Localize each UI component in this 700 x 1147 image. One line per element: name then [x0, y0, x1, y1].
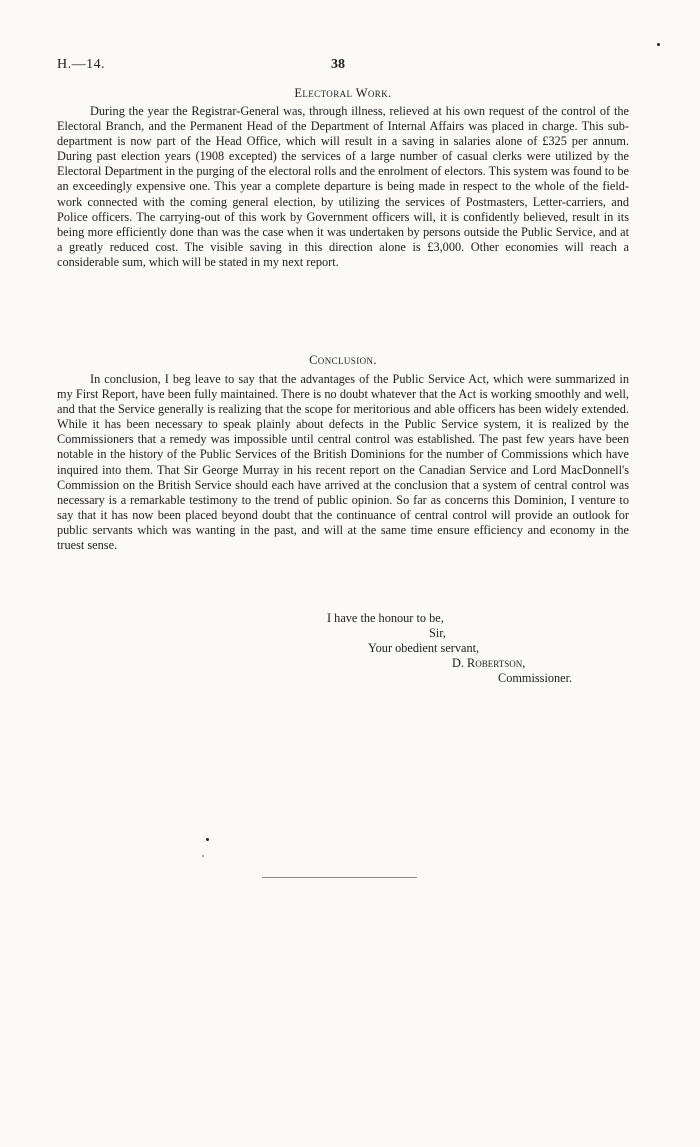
paragraph-electoral-work: During the year the Registrar-General was, through illness, relieved at his own request of the control of the Electoral Branch, and the Permanent Head of the Department of Internal Affairs was placed in charge. This sub-department is now part of the Head Office, which will result in a saving in salaries alone of £325 per annum. During past election years (1908 excepted) the services of a large number of casual clerks were utilized by the Electoral Department in the purging of the electoral rolls and the enrolment of electors. This system was found to be an exceedingly expensive one. This year a complete departure is being made in respect to the whole of the field-work connected with the coming general election, by utilizing the services of Postmasters, Letter-carriers, and Police officers. The carrying-out of this work by Government officers will, it is confidently believed, result in its being more efficiently done than was the case when it was undertaken by persons outside the Public Service, and at a greatly reduced cost. The visible saving in this direction alone is £3,000. Other economies will reach a considerable sum, which will be stated in my next report.: [57, 104, 629, 269]
closing-line: I have the honour to be,: [327, 611, 444, 625]
salutation: Sir,: [429, 626, 446, 640]
valediction: Your obedient servant,: [368, 641, 480, 655]
speck-mark: [202, 855, 204, 857]
speck-mark: [657, 43, 660, 46]
page-number: 38: [331, 57, 345, 72]
document-reference: H.—14.: [57, 57, 106, 72]
signatory-name: D. Robertson,: [452, 656, 526, 670]
paragraph-conclusion: In conclusion, I beg leave to say that the advantages of the Public Service Act, which were summarized in my First Report, have been fully maintained. There is no doubt whatever that the Act is working smoothly and well, and that the Service generally is realizing that the scope for meritorious and able officers has been widely extended. While it has been necessary to speak plainly about defects in the Public Service system, it is realized by the Commissioners that a remedy was impossible until central control was established. The past few years have been notable in the history of the Public Services of the British Dominions for the number of Commissions which have inquired into them. That Sir George Murray in his recent report on the Canadian Service and Lord MacDonnell's Commission on the British Service should each have arrived at the conclusion that a system of central control was necessary is a remarkable testimony to the trend of public opinion. So far as concerns this Dominion, I venture to say that it has now been placed beyond doubt that the continuance of central control will provide an outlook for public servants which was wanting in the past, and will at the same time ensure efficiency and economy in the truest sense.: [57, 372, 629, 553]
speck-mark: [206, 838, 209, 841]
section-heading-conclusion: Conclusion.: [309, 353, 377, 367]
section-heading-electoral-work: Electoral Work.: [294, 86, 392, 100]
end-rule: [262, 877, 417, 878]
signatory-title: Commissioner.: [498, 671, 573, 685]
